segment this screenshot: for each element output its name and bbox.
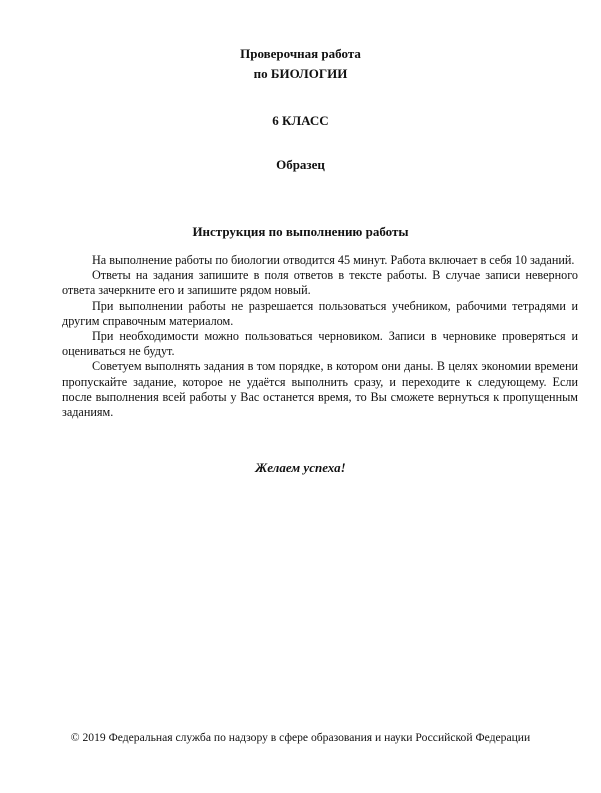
- copyright-footer: © 2019 Федеральная служба по надзору в сфере образования и науки Российской Федерации: [70, 731, 531, 744]
- closing-wish: Желаем успеха!: [255, 460, 346, 475]
- instruction-paragraph: При выполнении работы не разрешается пользоваться учебником, рабочими тетрадями и другим справочным материалом.: [62, 298, 578, 328]
- instruction-paragraph: При необходимости можно пользоваться черновиком. Записи в черновике проверяться и оцениваться не будут.: [62, 329, 578, 359]
- doc-title-line1: Проверочная работа: [240, 46, 361, 61]
- grade-label: 6 КЛАСС: [272, 113, 329, 128]
- sample-label: Образец: [276, 157, 325, 172]
- instructions-body: [62, 253, 578, 420]
- instruction-paragraph: На выполнение работы по биологии отводится 45 минут. Работа включает в себя 10 заданий.: [92, 253, 575, 267]
- instruction-paragraph: Советуем выполнять задания в том порядке, в котором они даны. В целях экономии времени пропускайте задание, которое не удаётся выполнить сразу, и переходите к следующему. Если после выполнения всей работы у Вас останется время, то Вы сможете вернуться к пропущенным заданиям.: [62, 359, 578, 420]
- instruction-paragraph: Ответы на задания запишите в поля ответов в тексте работы. В случае записи неверного ответа зачеркните его и запишите рядом новый.: [62, 268, 578, 298]
- instructions-title: Инструкция по выполнению работы: [192, 224, 409, 239]
- doc-title-line2: по БИОЛОГИИ: [253, 66, 348, 81]
